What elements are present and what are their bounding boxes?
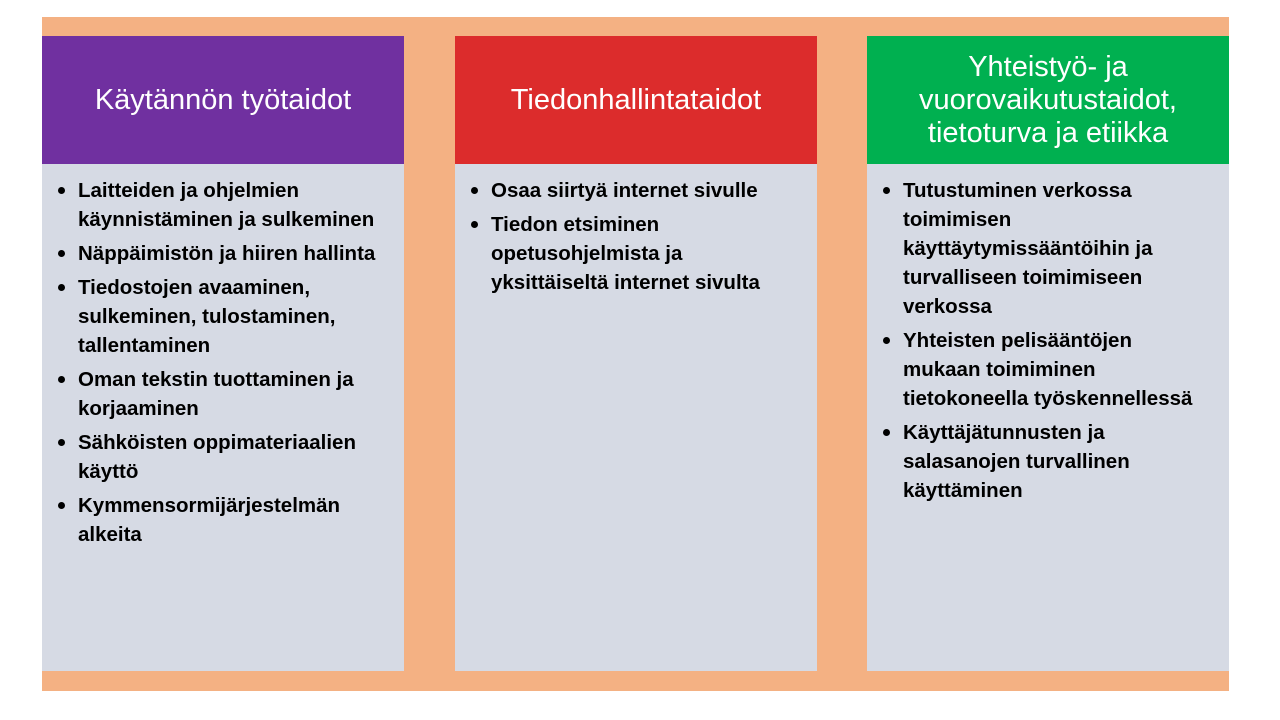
bullet-list [881,176,1215,505]
column-header [867,36,1229,164]
list-item: Laitteiden ja ohjelmien käynnistäminen ja sulkeminen [56,176,390,234]
list-item: Osaa siirtyä internet sivulle [469,176,803,205]
column-collaboration-safety-ethics [867,36,1229,671]
list-item: Näppäimistön ja hiiren hallinta [56,239,390,268]
column-header [455,36,817,164]
list-item: Käyttäjätunnusten ja salasanojen turvallinen käyttäminen [881,418,1215,505]
list-item: Yhteisten pelisääntöjen mukaan toimiminen tietokoneella työskennellessä [881,326,1215,413]
bullet-list [56,176,390,549]
list-item: Tutustuminen verkossa toimimisen käyttäytymissääntöihin ja turvalliseen toimimiseen verkossa [881,176,1215,321]
column-title: Tiedonhallintataidot [510,83,762,116]
column-information-management [455,36,817,671]
list-item: Tiedon etsiminen opetusohjelmista ja yksittäiseltä internet sivulta [469,210,803,297]
list-item: Kymmensormijärjestelmän alkeita [56,491,390,549]
column-title: Käytännön työtaidot [94,83,352,116]
column-header [42,36,404,164]
list-item: Tiedostojen avaaminen, sulkeminen, tulostaminen, tallentaminen [56,273,390,360]
column-body [867,164,1229,671]
column-title: Yhteistyö- ja vuorovaikutustaidot, tietoturva ja etiikka [919,50,1177,149]
bullet-list [469,176,803,297]
list-item: Oman tekstin tuottaminen ja korjaaminen [56,365,390,423]
column-practical-skills [42,36,404,671]
list-item: Sähköisten oppimateriaalien käyttö [56,428,390,486]
column-body [42,164,404,671]
column-body [455,164,817,671]
